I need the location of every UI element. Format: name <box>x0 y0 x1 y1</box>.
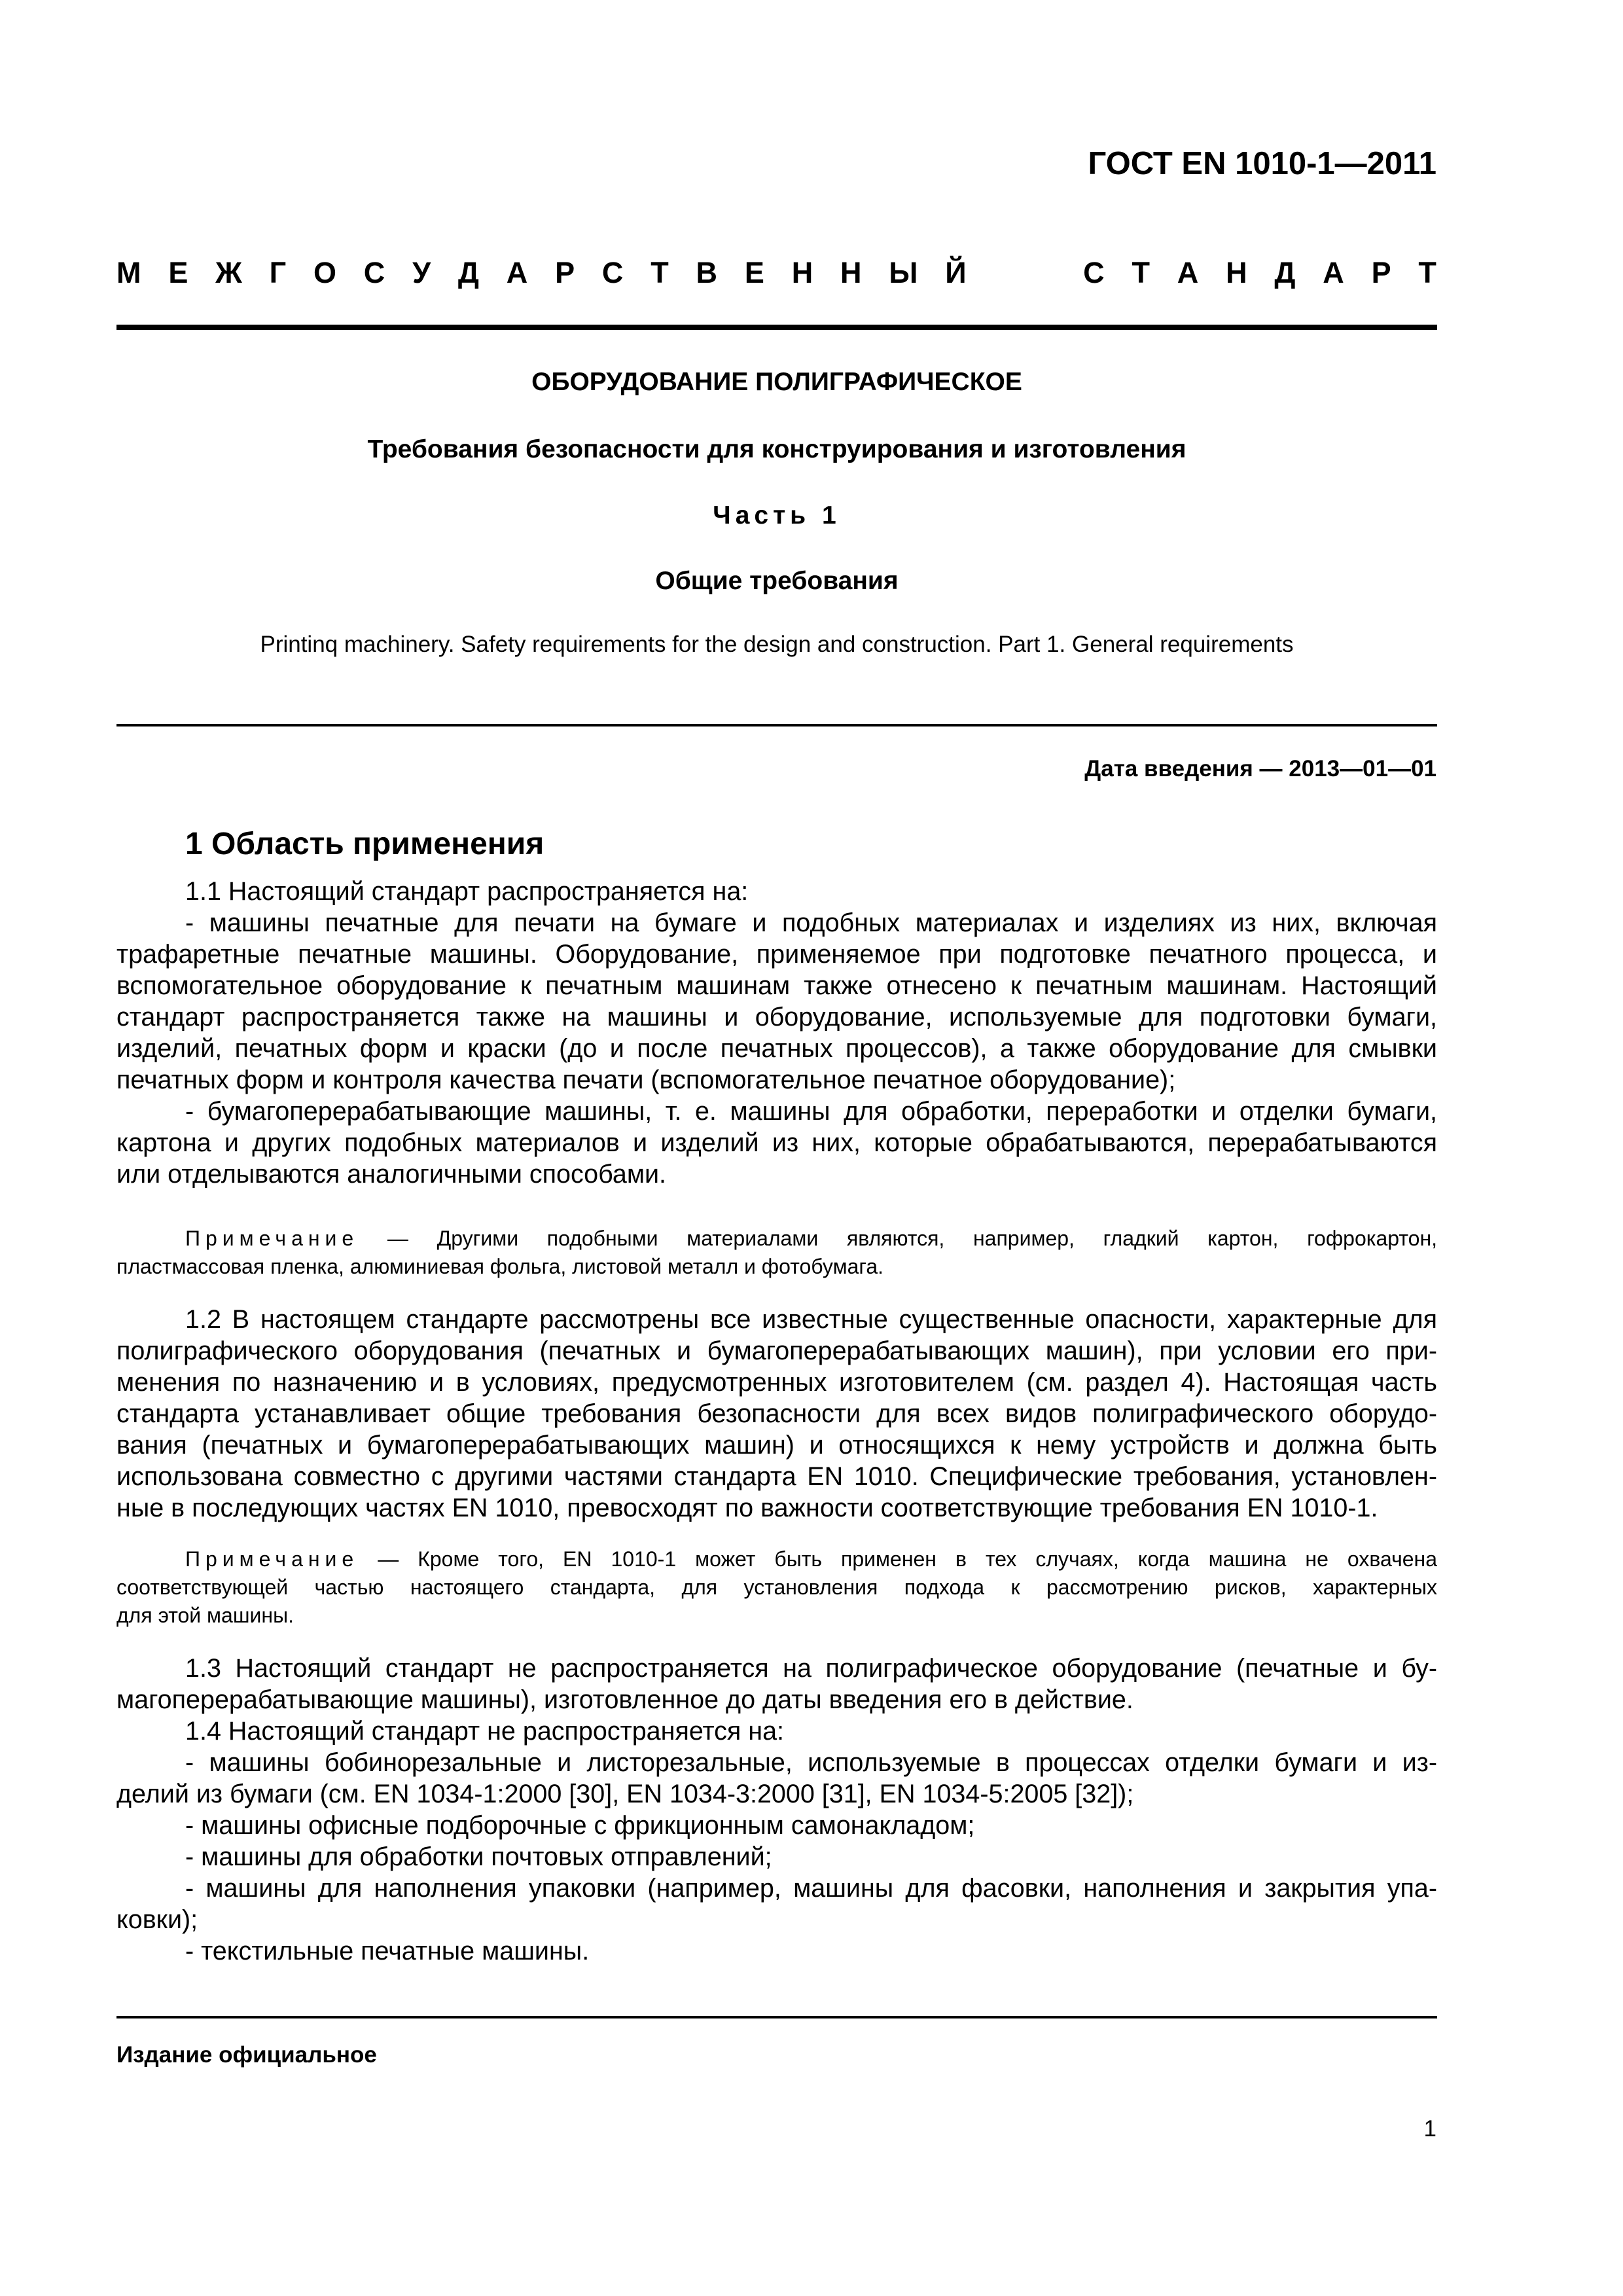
text-line: 1.2 В настоящем стандарте рассмотрены все известные существенные опасности, характерные для <box>185 1305 1437 1334</box>
part-title: Общие требования <box>655 567 899 595</box>
banner-letter: А <box>1323 256 1344 289</box>
introduction-date: Дата введения — 2013—01—01 <box>1084 756 1436 781</box>
banner-letter: Т <box>1132 256 1150 289</box>
text-line: 1.3 Настоящий стандарт не распространяется на полиграфическое оборудование (печатные и бу- <box>185 1654 1437 1683</box>
text-line: трафаретные печатные машины. Оборудование, применяемое при подготовке печатного процесса, и <box>116 940 1437 969</box>
banner-letter: Д <box>457 256 479 289</box>
banner-letter: Г <box>269 256 287 289</box>
banner-letter: О <box>313 256 336 289</box>
text-line: - машины для обработки почтовых отправлений; <box>185 1842 772 1871</box>
standard-type-banner <box>116 256 1436 290</box>
title-divider <box>116 724 1437 726</box>
note-line: соответствующей частью настоящего стандарта, для установления подхода к рассмотрению рисков, характерных <box>116 1575 1437 1599</box>
text-line: - машины офисные подборочные с фрикционным самонакладом; <box>185 1811 975 1840</box>
banner-letter: Н <box>791 256 813 289</box>
note-line: пластмассовая пленка, алюминиевая фольга, листовой металл и фотобумага. <box>116 1255 884 1278</box>
banner-letter: Т <box>1418 256 1436 289</box>
text-line: - бумагоперерабатывающие машины, т. е. машины для обработки, переработки и отделки бумаги, <box>185 1097 1437 1126</box>
note-line: для этой машины. <box>116 1604 294 1627</box>
banner-gap <box>993 256 1056 290</box>
text-line: - текстильные печатные машины. <box>185 1937 590 1965</box>
text-line: использована совместно с другими частями стандарта EN 1010. Специфические требования, установлен- <box>116 1462 1437 1491</box>
document-subtitle: Требования безопасности для конструирования и изготовления <box>367 435 1186 463</box>
banner-letter: Т <box>651 256 669 289</box>
banner-letter: Н <box>840 256 862 289</box>
text-line: ные в последующих частях EN 1010, превосходят по важности соответствующие требования EN 1010-1. <box>116 1494 1378 1522</box>
header-divider <box>116 325 1437 330</box>
banner-letter: Н <box>1226 256 1247 289</box>
document-code: ГОСТ EN 1010-1—2011 <box>1088 146 1436 181</box>
banner-letter: Д <box>1274 256 1296 289</box>
text-line: делий из бумаги (см. EN 1034-1:2000 [30], EN 1034-3:2000 [31], EN 1034-5:2005 [32]); <box>116 1780 1134 1808</box>
banner-letter: Е <box>744 256 764 289</box>
paragraph-1-2 <box>116 1304 1437 1524</box>
banner-letter: А <box>506 256 528 289</box>
banner-letter: С <box>363 256 385 289</box>
text-line: вания (печатных и бумагоперерабатывающих машин) и относящихся к нему устройств и должна быть <box>116 1431 1437 1460</box>
english-title: Printinq machinery. Safety requirements for the design and construction. Part 1. General requirements <box>260 632 1294 657</box>
text-line: магоперерабатывающие машины), изготовленное до даты введения его в действие. <box>116 1685 1133 1714</box>
banner-letter: А <box>1177 256 1199 289</box>
note-2 <box>116 1545 1437 1630</box>
banner-letter: У <box>412 256 431 289</box>
text-line: ковки); <box>116 1905 198 1934</box>
banner-letter: В <box>696 256 718 289</box>
note-1 <box>116 1225 1437 1281</box>
banner-letter: Р <box>1371 256 1391 289</box>
section-heading: 1 Область применения <box>185 827 544 861</box>
text-line: вспомогательное оборудование к печатным машинам также отнесено к печатным машинам. Настоящий <box>116 971 1437 1000</box>
paragraph-1-3-1-4 <box>116 1653 1437 1967</box>
note-text: — Другими подобными материалами являются, например, гладкий картон, гофрокартон, <box>359 1227 1437 1250</box>
text-line: - машины для наполнения упаковки (например, машины для фасовки, наполнения и закрытия упа- <box>185 1874 1437 1903</box>
text-line: печатных форм и контроля качества печати (вспомогательное печатное оборудование); <box>116 1066 1176 1094</box>
text-line: стандарт распространяется также на машины и оборудование, используемые для подготовки бумаги, <box>116 1003 1437 1031</box>
footer-divider <box>116 2016 1437 2018</box>
text-line: или отделываются аналогичными способами. <box>116 1160 667 1189</box>
page-number: 1 <box>1423 2116 1436 2142</box>
banner-letter: М <box>116 256 141 289</box>
part-number: Часть 1 <box>713 501 841 529</box>
text-line: полиграфического оборудования (печатных и бумагоперерабатывающих машин), при условии его при- <box>116 1336 1437 1365</box>
note-label: Примечание <box>185 1227 359 1250</box>
banner-letter: С <box>1083 256 1105 289</box>
banner-letter: Й <box>945 256 967 289</box>
banner-letter: С <box>601 256 624 289</box>
note-line <box>116 1225 1437 1253</box>
document-title: ОБОРУДОВАНИЕ ПОЛИГРАФИЧЕСКОЕ <box>531 368 1022 396</box>
banner-letter: Ы <box>889 256 918 289</box>
text-line: - машины печатные для печати на бумаге и подобных материалах и изделиях из них, включая <box>185 908 1437 937</box>
note-text: — Кроме того, EN 1010-1 может быть применен в тех случаях, когда машина не охвачена <box>359 1547 1437 1571</box>
edition-label: Издание официальное <box>116 2042 377 2068</box>
text-line: картона и других подобных материалов и изделий из них, которые обрабатываются, перерабатываются <box>116 1128 1437 1157</box>
note-line <box>116 1545 1437 1573</box>
banner-letter: Ж <box>215 256 242 289</box>
text-line: менения по назначению и в условиях, предусмотренных изготовителем (см. раздел 4). Настоящая часть <box>116 1368 1437 1397</box>
note-label: Примечание <box>185 1547 359 1571</box>
text-line: - машины бобинорезальные и листорезальные, используемые в процессах отделки бумаги и из- <box>185 1748 1437 1777</box>
text-line: 1.4 Настоящий стандарт не распространяется на: <box>185 1717 785 1746</box>
banner-letter: Р <box>555 256 575 289</box>
text-line: 1.1 Настоящий стандарт распространяется на: <box>185 877 749 906</box>
text-line: стандарта устанавливает общие требования безопасности для всех видов полиграфического оборудо- <box>116 1399 1437 1428</box>
paragraph-1-1 <box>116 876 1437 1190</box>
banner-letter: Е <box>168 256 188 289</box>
text-line: изделий, печатных форм и краски (до и после печатных процессов), а также оборудование для смывки <box>116 1034 1437 1063</box>
